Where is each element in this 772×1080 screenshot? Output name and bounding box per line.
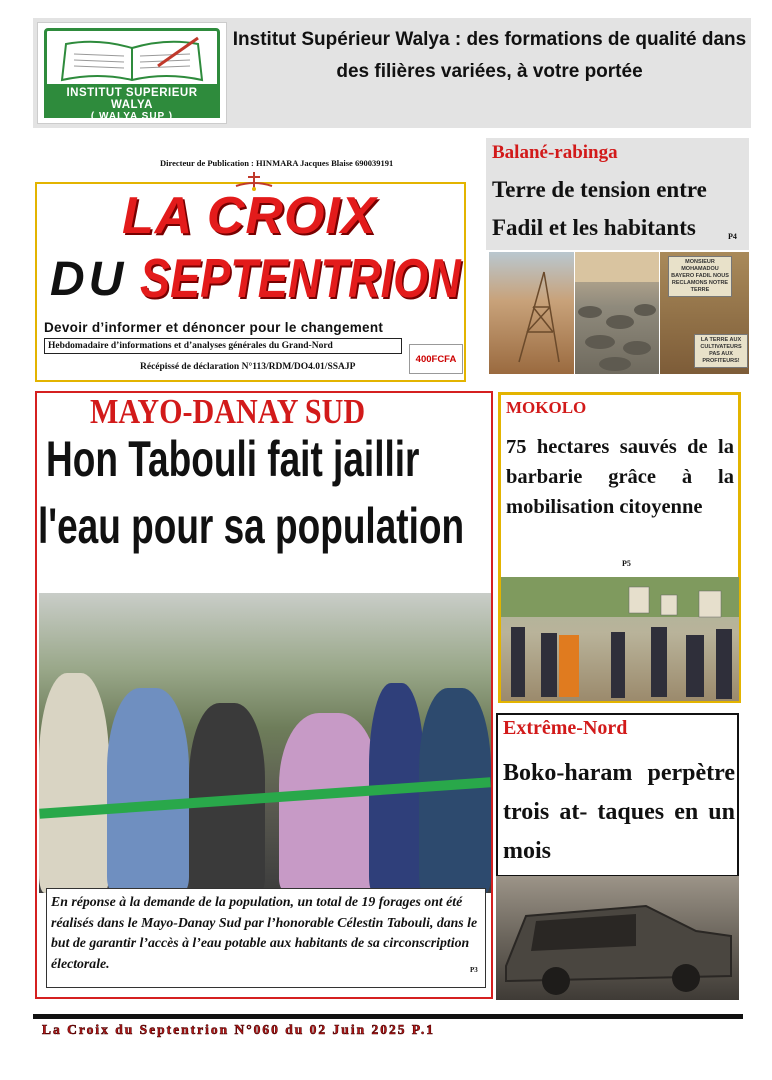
extreme-nord-photo-burnt-car <box>496 876 739 1000</box>
main-headline-line-2: l'eau pour sa population <box>38 498 465 554</box>
main-kicker: MAYO-DANAY SUD <box>90 392 366 431</box>
title-la-croix: LA CROIX <box>122 187 377 245</box>
balane-photo-tower <box>489 252 574 374</box>
main-photo-ribbon-cutting <box>39 593 491 893</box>
main-headline-line-1: Hon Tabouli fait jaillir <box>46 431 420 487</box>
mokolo-kicker: MOKOLO <box>506 398 587 417</box>
balane-kicker: Balané-rabinga <box>492 142 618 163</box>
balane-headline-line-2: Fadil et les habitants <box>492 215 696 240</box>
balane-page-ref: P4 <box>728 232 737 241</box>
masthead-slogan: Devoir d’informer et dénoncer pour le changement <box>44 320 384 335</box>
footer-issue-line: La Croix du Septentrion N°060 du 02 Juin 2025 P.1 <box>42 1022 435 1037</box>
logo-text-band <box>44 84 220 122</box>
banner-line-2: des filières variées, à votre portée <box>336 61 643 82</box>
footer-rule <box>33 1014 743 1019</box>
balane-protest-sign-1: MONSIEUR MOHAMADOU BAYERO FADIL NOUS RECLAMONS NOTRE TERRE <box>668 256 732 297</box>
logo-line-2: ( WALYA SUP ) <box>90 111 174 122</box>
main-caption: En réponse à la demande de la population, un total de 19 forages ont été réalisés dans le Mayo-Danay Sud par l’honorable Célestin Tabouli, dans le but de garantir l’accès à l’eau potable aux habitants de sa circonscription électorale. <box>51 894 478 971</box>
publication-director: Directeur de Publication : HINMARA Jacques Blaise 690039191 <box>160 158 394 168</box>
mokolo-headline: 75 hectares sauvés de la barbarie grâce à la mobilisation citoyenne <box>506 436 734 518</box>
banner-text <box>232 24 747 88</box>
banner-line-1: Institut Supérieur Walya : des formations de qualité dans <box>232 29 747 50</box>
masthead-subtitle: Hebdomadaire d’informations et d’analyses générales du Grand-Nord <box>44 338 402 354</box>
balane-protest-sign-2: LA TERRE AUX CULTIVATEURS PAS AUX PROFITEURS! <box>694 334 748 368</box>
balane-headline-line-1: Terre de tension entre <box>492 177 707 202</box>
logo-line-1: INSTITUT SUPERIEUR WALYA <box>66 87 198 111</box>
title-du: DU <box>50 253 128 306</box>
open-book-icon <box>58 36 206 84</box>
price-tag: 400FCFA <box>409 344 463 374</box>
main-page-ref: P3 <box>470 966 478 974</box>
extreme-nord-headline: Boko-haram perpètre trois at- taques en un mois <box>503 760 735 864</box>
declaration-number: Récépissé de déclaration N°113/RDM/DO4.01/SSAJP <box>140 362 356 372</box>
balane-photo-rubble <box>575 252 659 374</box>
title-septentrion: SEPTENTRION <box>140 247 461 309</box>
mokolo-page-ref: P5 <box>622 559 631 568</box>
mokolo-photo-protest <box>501 577 739 701</box>
extreme-nord-kicker: Extrême-Nord <box>503 717 628 739</box>
balane-photo-protest <box>660 252 749 374</box>
